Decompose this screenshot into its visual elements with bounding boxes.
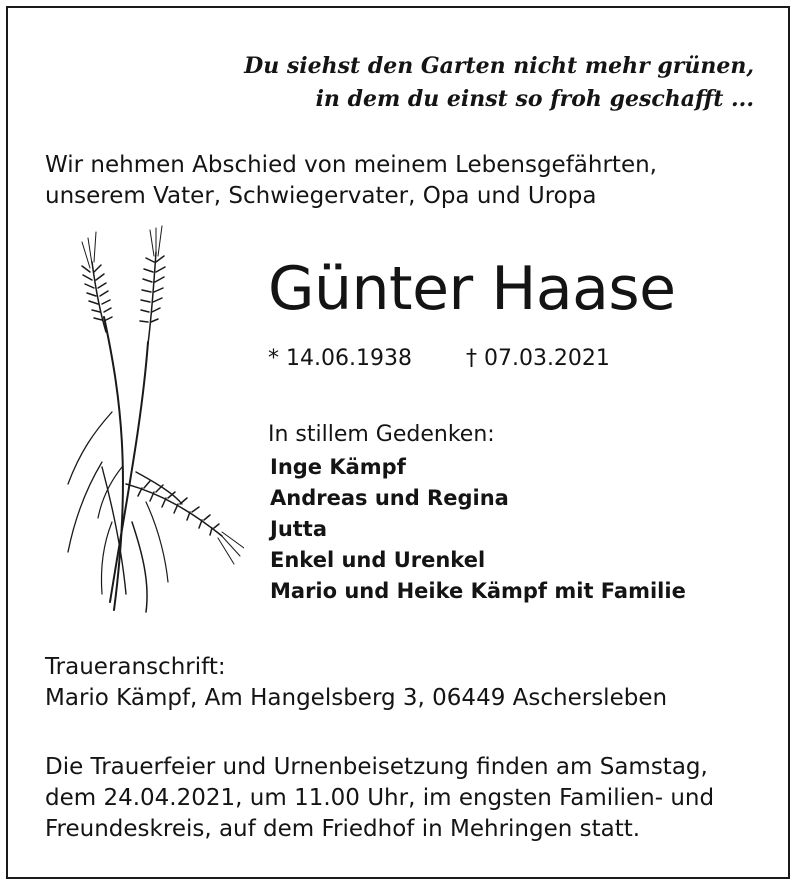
ceremony-line-2: dem 24.04.2021, um 11.00 Uhr, im engsten Familien- und: [45, 785, 715, 811]
mourner-item: Mario und Heike Kämpf mit Familie: [270, 579, 686, 603]
wheat-ears-icon: [62, 222, 244, 614]
intro-line-1: Wir nehmen Abschied von meinem Lebensgefährten,: [45, 152, 657, 178]
mourner-item: Enkel und Urenkel: [270, 548, 486, 572]
mourners-list: [270, 452, 686, 607]
quote-block: [244, 50, 754, 116]
mourner-item: Jutta: [270, 517, 328, 541]
ceremony-line-3: Freundeskreis, auf dem Friedhof in Mehringen statt.: [45, 816, 641, 842]
ceremony-line-1: Die Trauerfeier und Urnenbeisetzung finden am Samstag,: [45, 754, 708, 780]
address-block: [45, 652, 667, 714]
mourner-item: Inge Kämpf: [270, 455, 406, 479]
mourner-item: Andreas und Regina: [270, 486, 509, 510]
intro-line-2: unserem Vater, Schwiegervater, Opa und Uropa: [45, 183, 597, 209]
memory-label: In stillem Gedenken:: [268, 422, 495, 447]
death-date: † 07.03.2021: [465, 346, 610, 371]
intro-text: [45, 150, 657, 212]
ceremony-text: [45, 752, 714, 845]
quote-line-1: Du siehst den Garten nicht mehr grünen,: [244, 53, 754, 79]
quote-line-2: in dem du einst so froh geschafft ...: [315, 86, 754, 112]
address-value: Mario Kämpf, Am Hangelsberg 3, 06449 Aschersleben: [45, 685, 668, 711]
address-label: Traueranschrift:: [45, 654, 226, 680]
deceased-name: Günter Haase: [268, 254, 676, 324]
birth-date: * 14.06.1938: [268, 346, 412, 371]
life-dates: [268, 344, 610, 374]
